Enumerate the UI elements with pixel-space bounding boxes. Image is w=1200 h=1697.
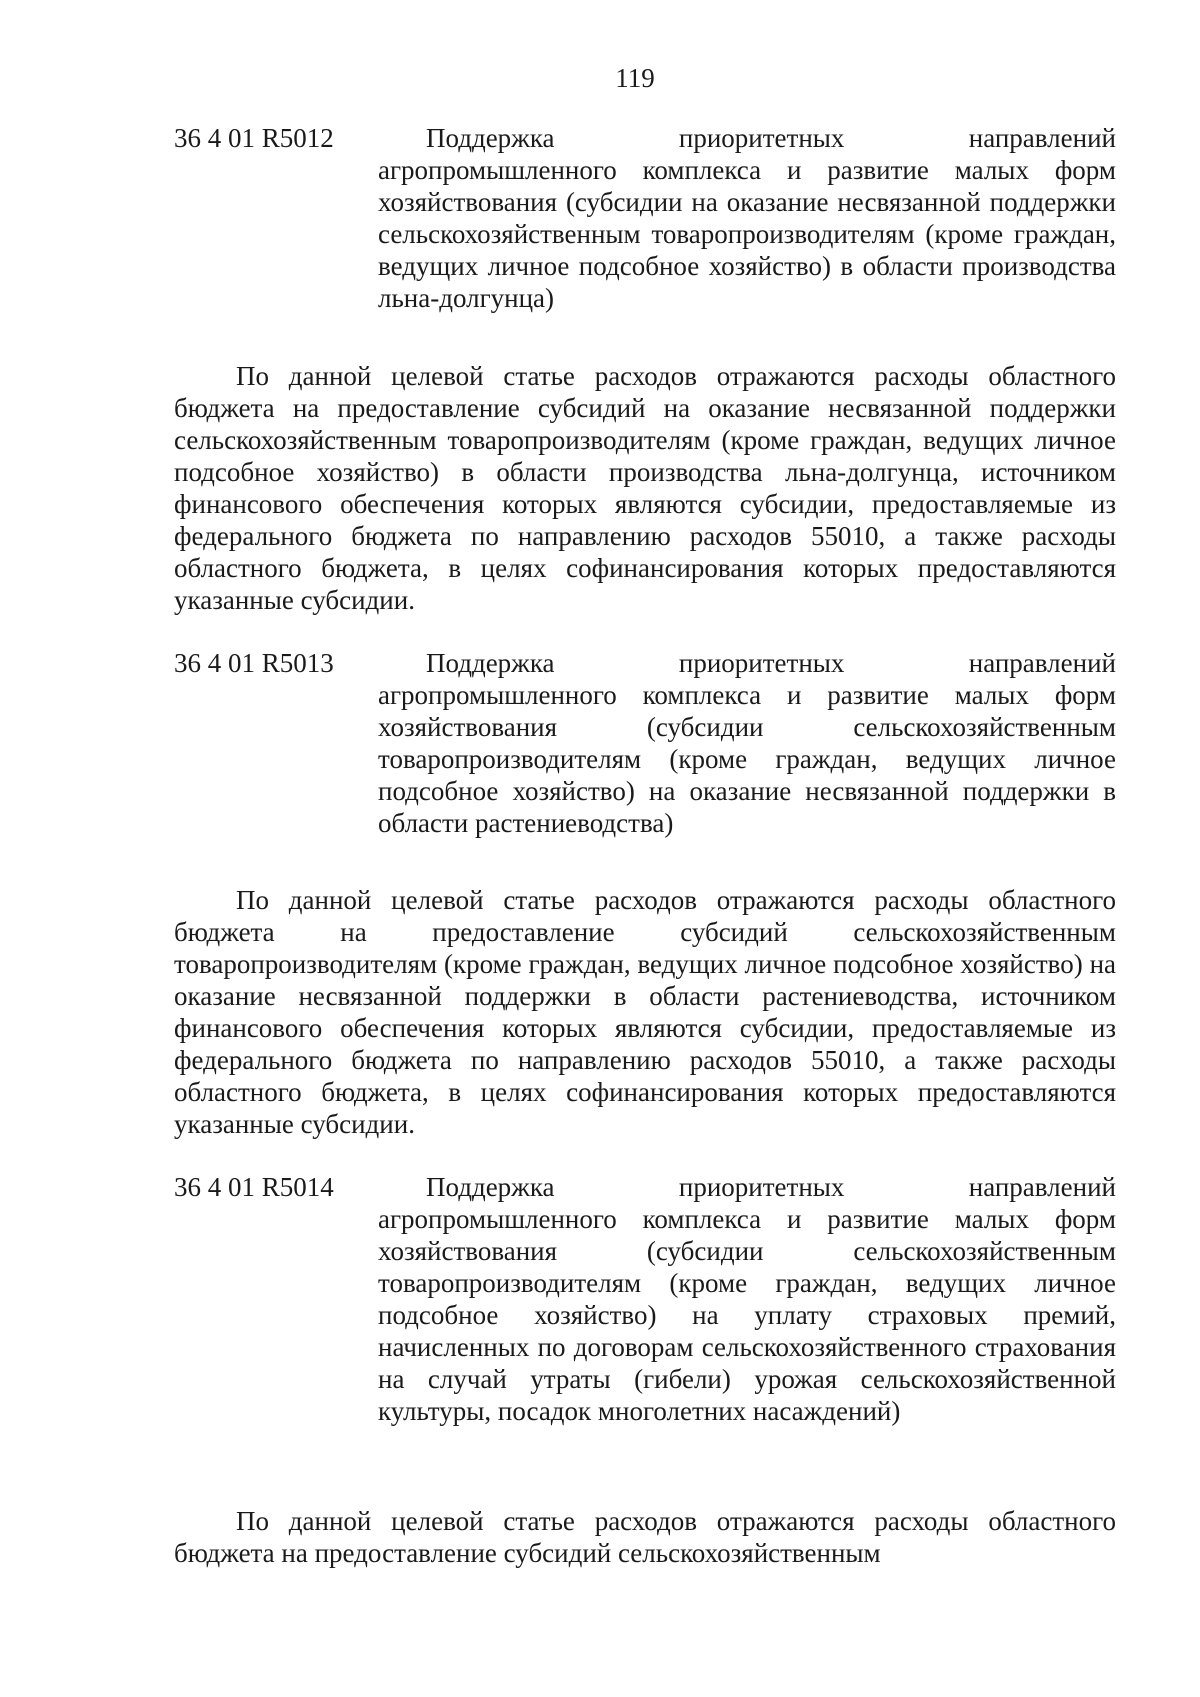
budget-code: 36 4 01 R5013 — [174, 648, 334, 678]
budget-item-description: По данной целевой статье расходов отражаются расходы областного бюджета на предоставление субсидий на оказание несвязанной поддержки сельскохозяйственным товаропроизводителям (кроме граждан, ведущих личное подсобное хозяйство) в области производства льна-долгунца, источником финансового обеспечения которых являются субсидии, предоставляемые из федерального бюджета по направлению расходов 55010, а также расходы областного бюджета, в целях софинансирования которых предоставляются указанные субсидии. — [174, 361, 1116, 615]
budget-code: 36 4 01 R5012 — [174, 123, 334, 153]
budget-item-description: По данной целевой статье расходов отражаются расходы областного бюджета на предоставление субсидий сельскохозяйственным — [174, 1506, 1116, 1568]
budget-item-description: По данной целевой статье расходов отражаются расходы областного бюджета на предоставление субсидий сельскохозяйственным товаропроизводителям (кроме граждан, ведущих личное подсобное хозяйство) на оказание несвязанной поддержки в области растениеводства, источником финансового обеспечения которых являются субсидии, предоставляемые из федерального бюджета по направлению расходов 55010, а также расходы областного бюджета, в целях софинансирования которых предоставляются указанные субсидии. — [174, 885, 1116, 1139]
budget-code: 36 4 01 R5014 — [174, 1172, 334, 1202]
budget-item-r5013 — [174, 647, 1116, 839]
budget-item-title: Поддержка приоритетных направлений агропромышленного комплекса и развитие малых форм хозяйствования (субсидии сельскохозяйственным товаропроизводителям (кроме граждан, ведущих личное подсобное хозяйство) на оказание несвязанной поддержки в области растениеводства) — [378, 648, 1116, 838]
budget-item-title: Поддержка приоритетных направлений агропромышленного комплекса и развитие малых форм хозяйствования (субсидии на оказание несвязанной поддержки сельскохозяйственным товаропроизводителям (кроме граждан, ведущих личное подсобное хозяйство) в области производства льна-долгунца) — [378, 123, 1116, 313]
budget-item-r5012 — [174, 122, 1116, 314]
budget-item-title: Поддержка приоритетных направлений агропромышленного комплекса и развитие малых форм хозяйствования (субсидии сельскохозяйственным товаропроизводителям (кроме граждан, ведущих личное подсобное хозяйство) на уплату страховых премий, начисленных по договорам сельскохозяйственного страхования на случай утраты (гибели) урожая сельскохозяйственной культуры, посадок многолетних насаждений) — [378, 1172, 1116, 1426]
budget-item-r5014 — [174, 1171, 1116, 1427]
page-number: 119 — [615, 63, 655, 93]
